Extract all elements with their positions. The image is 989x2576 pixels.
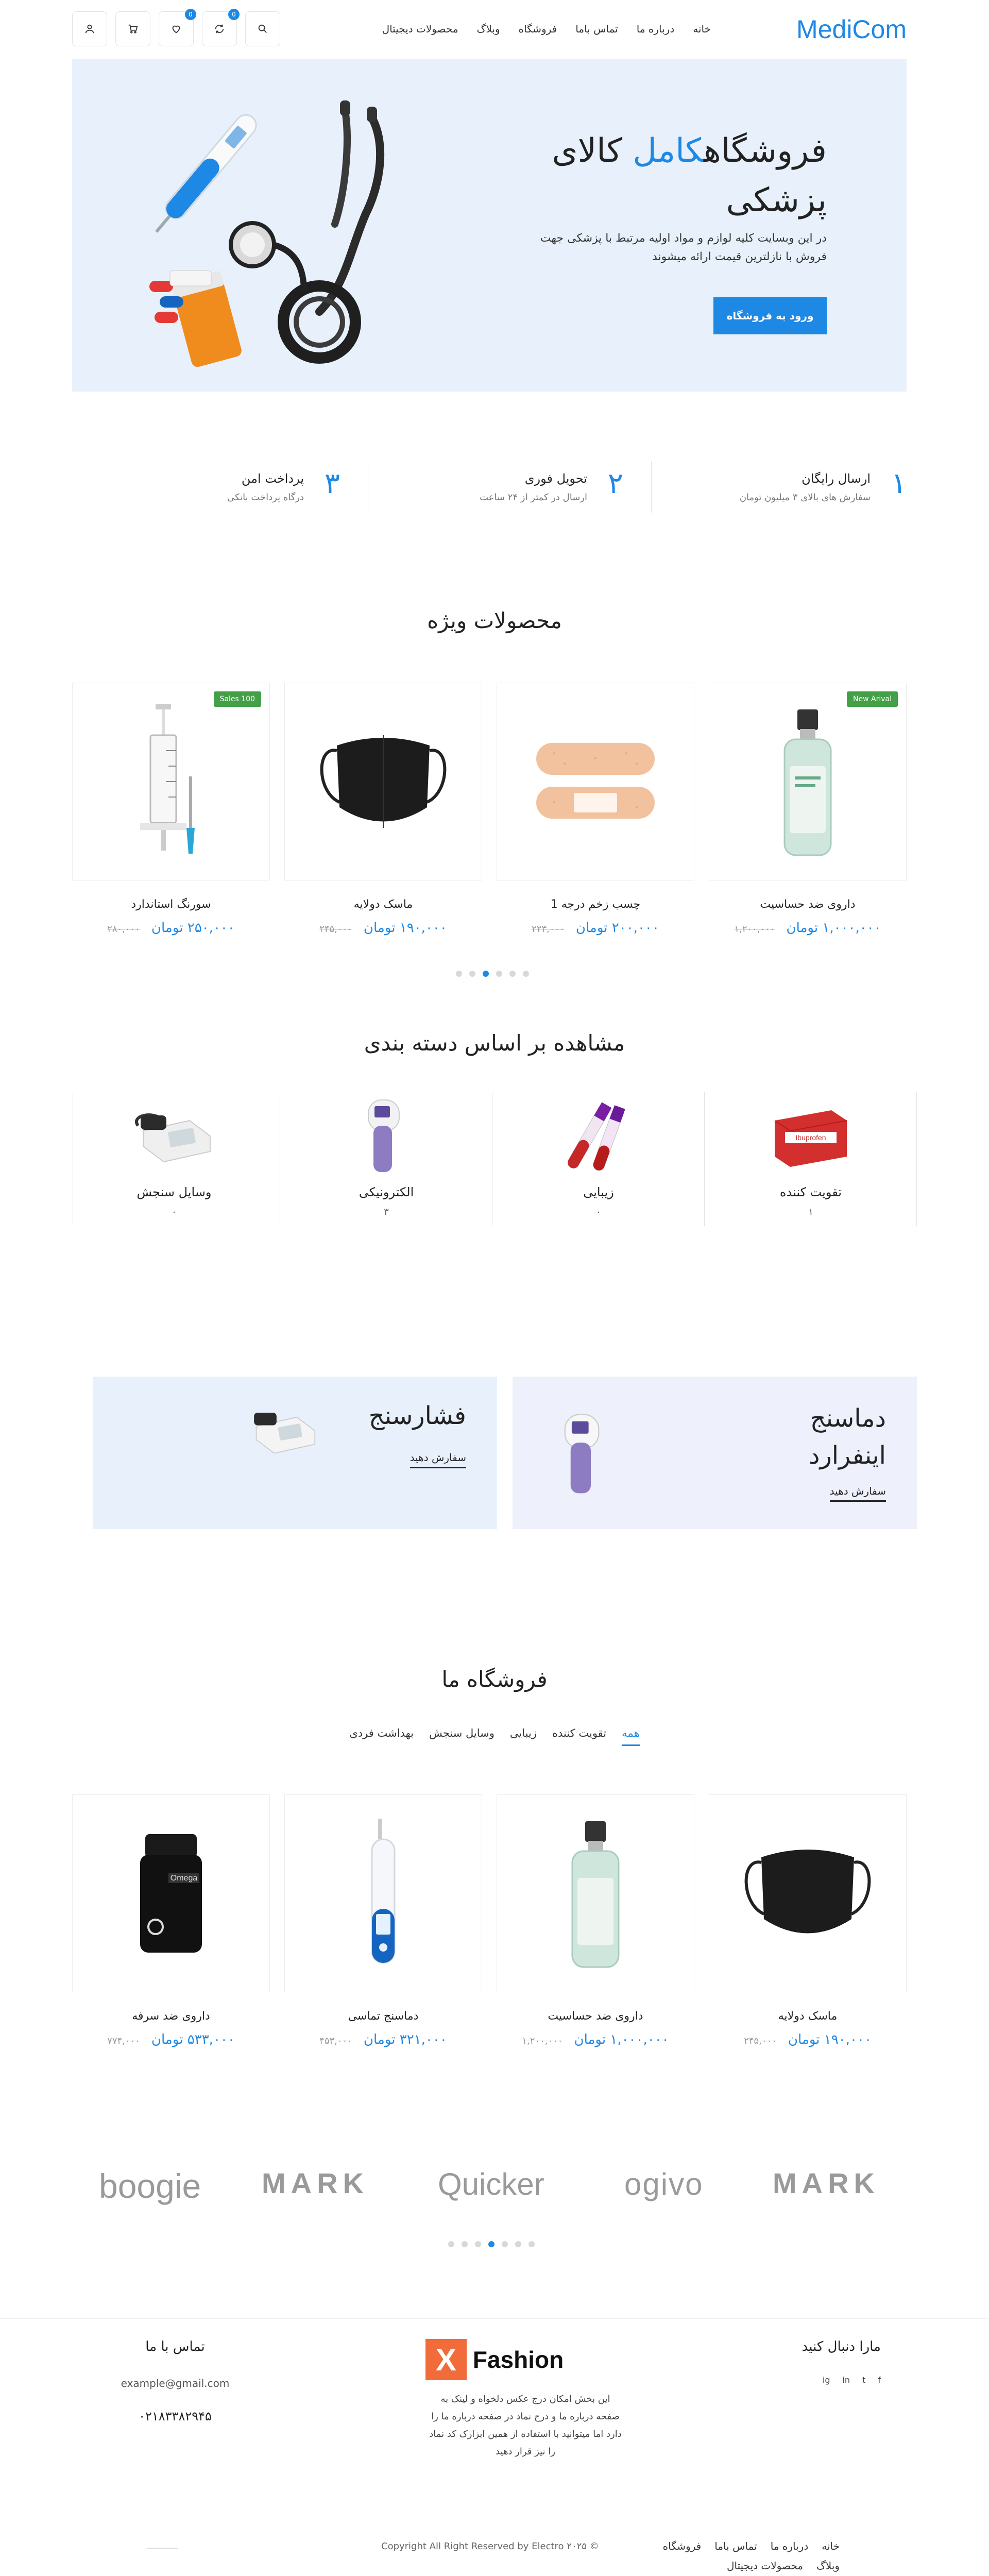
carousel-dot[interactable] (496, 971, 502, 977)
product-badge: Sales 100 (214, 691, 261, 707)
blood-pressure-monitor-image (247, 1402, 319, 1459)
features-bar (72, 461, 907, 523)
tab-beauty[interactable]: زیبایی (509, 1727, 537, 1739)
nav-home[interactable]: خانه (693, 23, 711, 35)
feature-fast-delivery (366, 461, 623, 518)
carousel-dot[interactable] (515, 2241, 521, 2247)
footer-nav (634, 2540, 840, 2572)
feature-number: ۱ (891, 467, 907, 499)
featured-products-title: محصولات ویژه (427, 608, 562, 633)
promo-order-link[interactable]: سفارش دهید (410, 1451, 466, 1468)
compare-icon[interactable] (202, 11, 237, 46)
search-icon[interactable] (245, 11, 280, 46)
blood-pressure-monitor-image (133, 1105, 215, 1167)
category-image[interactable] (705, 1092, 917, 1180)
twitter-icon[interactable]: t (862, 2375, 866, 2385)
footer-copyright: Copyright All Right Reserved by Electro ۲۰۲۵ © (381, 2541, 599, 2552)
product-price (284, 920, 482, 936)
product-card[interactable] (284, 683, 482, 936)
promo-title: دماسنج اینفرارد (809, 1404, 886, 1470)
hero-banner (72, 59, 907, 392)
product-price (72, 2032, 270, 2047)
carousel-dot[interactable] (475, 2241, 481, 2247)
brand-logo-quicker[interactable]: Quicker (438, 2167, 544, 2201)
hero-medical-illustration (149, 80, 438, 379)
instagram-icon[interactable]: ig (822, 2375, 830, 2385)
category-name[interactable]: تقویت کننده (779, 1185, 842, 1199)
carousel-dot-active[interactable] (483, 971, 489, 977)
promo-title: فشارسنج (368, 1401, 466, 1430)
product-name[interactable]: سورنگ استاندارد (131, 898, 211, 911)
product-card[interactable] (709, 1794, 907, 2047)
product-name[interactable]: ماسک دولایه (353, 898, 413, 911)
footer-email[interactable]: example@gmail.com (121, 2377, 230, 2389)
carousel-dot[interactable] (502, 2241, 508, 2247)
product-sale-price: ۱,۰۰۰,۰۰۰ تومان (786, 920, 881, 936)
face-mask-image (311, 725, 455, 838)
footer-follow-title: مارا دنبال کنید (802, 2339, 881, 2354)
product-name[interactable]: دماسنج تماسی (348, 2010, 419, 2023)
product-price (284, 2032, 482, 2047)
footer-contact-column (93, 2339, 258, 2424)
feature-subtitle: درگاه پرداخت بانکی (227, 492, 304, 503)
product-name[interactable]: داروی ضد حساسیت (760, 898, 856, 911)
hero-description: در این وبسایت کلیه لوازم و مواد اولیه مرتبط با پزشکی جهت فروش با نازلترین قیمت ارائه میشوند (540, 232, 827, 263)
user-icon[interactable] (72, 11, 107, 46)
product-image[interactable] (709, 683, 907, 880)
footer-about-text: این بخش امکان درج عکس دلخواه و لینک به صفحه درباره ما و درج نماد در صفحه درباره ما را دارد اما میتوانید با استفاده از همین ابزارک کد نماد را نیز قرار دهید (429, 2394, 622, 2457)
product-card[interactable] (497, 683, 694, 936)
product-sale-price: ۲۵۰,۰۰۰ تومان (151, 920, 235, 936)
product-price (709, 2032, 907, 2047)
category-count: ۱ (808, 1207, 813, 1217)
digital-thermometer-image (363, 1816, 404, 1971)
facebook-icon[interactable]: f (878, 2375, 881, 2385)
product-sale-price: ۱۹۰,۰۰۰ تومان (788, 2032, 872, 2047)
product-image[interactable] (497, 1794, 694, 1992)
product-image[interactable] (72, 683, 270, 880)
test-tubes-image (568, 1095, 629, 1177)
product-sale-price: ۳۲۱,۰۰۰ تومان (363, 2032, 447, 2047)
product-old-price: ۷۷۴,۰۰۰ (107, 2036, 140, 2046)
wishlist-icon[interactable] (159, 11, 194, 46)
product-card[interactable] (497, 1794, 694, 2047)
carousel-dot[interactable] (509, 971, 516, 977)
syringe-image (135, 699, 207, 864)
product-old-price: ۴۵۳,۰۰۰ (319, 2036, 352, 2046)
brand-logo-mark[interactable]: MARK (773, 2167, 880, 2199)
enter-shop-button[interactable]: ورود به فروشگاه (713, 297, 827, 334)
product-price (709, 920, 907, 936)
carousel-dot[interactable] (462, 2241, 468, 2247)
carousel-dot[interactable] (456, 971, 462, 977)
footer-phone[interactable]: ۰۲۱۸۳۳۸۲۹۴۵ (139, 2409, 212, 2424)
brand-logo-ogivo[interactable]: ogivo (624, 2167, 704, 2201)
nav-shop[interactable]: فروشگاه (518, 23, 557, 35)
nav-about[interactable]: درباره ما (636, 23, 675, 35)
product-old-price: ۲۴۵,۰۰۰ (319, 924, 352, 935)
feature-free-shipping (649, 461, 907, 518)
product-price (72, 920, 270, 936)
sanitizer-bottle-image (777, 704, 839, 859)
product-badge: New Arival (847, 691, 898, 707)
feature-number: ۲ (607, 467, 623, 499)
promo-order-link[interactable]: سفارش دهید (830, 1485, 886, 1502)
carousel-dot[interactable] (523, 971, 529, 977)
feature-subtitle: ارسال در کمتر از ۲۴ ساعت (479, 492, 587, 503)
social-links (726, 2375, 881, 2385)
product-old-price: ۲۴۵,۰۰۰ (744, 2036, 777, 2046)
product-card[interactable] (72, 1794, 270, 2047)
shop-title: فروشگاه ما (441, 1667, 548, 1692)
product-sale-price: ۵۳۳,۰۰۰ تومان (151, 2032, 235, 2047)
product-name[interactable]: داروی ضد سرفه (132, 2010, 210, 2023)
svg-text:Ibuprofen: Ibuprofen (795, 1133, 826, 1142)
feature-secure-payment (82, 461, 340, 518)
hero-title-accent: کامل (633, 132, 704, 170)
product-card[interactable] (709, 683, 907, 936)
product-name[interactable]: داروی ضد حساسیت (548, 2010, 643, 2023)
omega-supplement-jar-image (132, 1829, 210, 1958)
wishlist-count-badge: 0 (185, 9, 196, 20)
product-sale-price: ۱۹۰,۰۰۰ تومان (363, 920, 447, 936)
category-image[interactable] (492, 1092, 705, 1180)
category-name[interactable]: الکترونیکی (359, 1185, 414, 1199)
footer-contact-title: تماس با ما (145, 2339, 205, 2354)
nav-digital-products[interactable]: محصولات دیجیتال (382, 23, 458, 35)
category-image[interactable] (280, 1092, 492, 1180)
category-name[interactable]: وسایل سنجش (137, 1185, 212, 1199)
hero-title: فروشگاهکامل کالای پزشکی (552, 132, 827, 219)
site-logo[interactable]: MediCom (796, 15, 907, 44)
product-image[interactable] (497, 683, 694, 880)
header-actions (72, 11, 280, 46)
footer-link-home[interactable]: خانه (822, 2540, 840, 2552)
product-old-price: ۲۸۰,۰۰۰ (107, 924, 140, 935)
product-name[interactable]: چسب زخم درجه 1 (550, 898, 641, 911)
category-image[interactable] (68, 1092, 280, 1180)
face-mask-image (736, 1837, 880, 1950)
linkedin-icon[interactable]: in (842, 2375, 850, 2385)
cart-icon[interactable] (115, 11, 150, 46)
product-image[interactable] (284, 1794, 482, 1992)
category-card[interactable] (492, 1092, 705, 1226)
featured-carousel-dots (456, 971, 529, 977)
feature-divider (651, 461, 652, 513)
brands-carousel-dots (448, 2241, 535, 2247)
product-old-price: ۱,۲۰۰,۰۰۰ (734, 924, 775, 935)
tab-measuring-devices[interactable]: وسایل سنجش (429, 1727, 494, 1739)
footer-link-digital-products[interactable]: محصولات دیجیتال (726, 2560, 803, 2572)
nav-contact[interactable]: تماس باما (575, 23, 618, 35)
feature-number: ۳ (324, 467, 340, 499)
footer-follow-column (726, 2339, 881, 2385)
infrared-thermometer-image (554, 1408, 616, 1500)
brand-logo-mark[interactable]: MARK (262, 2167, 369, 2199)
category-card[interactable] (705, 1092, 917, 1226)
category-card[interactable] (68, 1092, 280, 1226)
product-card[interactable] (284, 1794, 482, 2047)
infrared-thermometer-image (358, 1095, 415, 1177)
product-image[interactable] (284, 683, 482, 880)
product-old-price: ۱,۲۰۰,۰۰۰ (522, 2036, 563, 2046)
product-price (497, 2032, 694, 2047)
footer-logo[interactable] (366, 2339, 623, 2380)
site-header (72, 9, 907, 47)
carousel-dot-active[interactable] (488, 2241, 494, 2247)
category-count: ۰ (596, 1207, 601, 1217)
promo-banner-thermometer[interactable] (513, 1377, 917, 1529)
nav-blog[interactable]: وبلاگ (476, 23, 500, 35)
category-card[interactable] (280, 1092, 492, 1226)
promo-banner-blood-pressure[interactable] (93, 1377, 497, 1529)
brand-logo-boogie[interactable]: boogie (99, 2167, 201, 2205)
compare-count-badge: 0 (228, 9, 240, 20)
categories-title: مشاهده بر اساس دسته بندی (364, 1030, 625, 1056)
footer-about-column (366, 2339, 623, 2461)
feature-title: پرداخت امن (241, 471, 304, 486)
sanitizer-bottle-image (565, 1816, 626, 1971)
main-nav (382, 23, 711, 35)
category-count: ۳ (384, 1207, 389, 1217)
shop-category-tabs (0, 1727, 989, 1746)
svg-text:Omega: Omega (170, 1874, 198, 1883)
feature-subtitle: سفارش های بالای ۳ میلیون تومان (739, 492, 871, 503)
product-card[interactable] (72, 683, 270, 936)
category-count: ۰ (172, 1207, 177, 1217)
product-price (497, 920, 694, 936)
product-sale-price: ۱,۰۰۰,۰۰۰ تومان (574, 2032, 669, 2047)
bandage-image (534, 735, 657, 828)
category-name[interactable]: زیبایی (583, 1185, 614, 1199)
footer-link-contact[interactable]: تماس باما (714, 2540, 757, 2552)
feature-title: تحویل فوری (524, 471, 587, 486)
product-image[interactable] (709, 1794, 907, 1992)
product-sale-price: ۲۰۰,۰۰۰ تومان (575, 920, 659, 936)
footer-link-shop[interactable]: فروشگاه (662, 2540, 702, 2552)
tab-all[interactable]: همه (622, 1727, 639, 1746)
feature-title: ارسال رایگان (802, 471, 871, 486)
footer-link-blog[interactable]: وبلاگ (816, 2560, 840, 2572)
product-name[interactable]: ماسک دولایه (778, 2010, 838, 2023)
footer-logo-mark: X (425, 2339, 467, 2380)
carousel-dot[interactable] (448, 2241, 454, 2247)
footer-link-about[interactable]: درباره ما (770, 2540, 809, 2552)
ibuprofen-box-image (770, 1100, 852, 1172)
footer-logo-text: Fashion (472, 2346, 564, 2373)
footer-divider (0, 2318, 989, 2319)
footer-decor-line (147, 2548, 178, 2549)
product-old-price: ۲۲۳,۰۰۰ (532, 924, 565, 935)
carousel-dot[interactable] (528, 2241, 535, 2247)
carousel-dot[interactable] (469, 971, 475, 977)
tab-personal-hygiene[interactable]: بهداشت فردی (349, 1727, 414, 1739)
tab-supplements[interactable]: تقویت کننده (552, 1727, 607, 1739)
product-image[interactable] (72, 1794, 270, 1992)
